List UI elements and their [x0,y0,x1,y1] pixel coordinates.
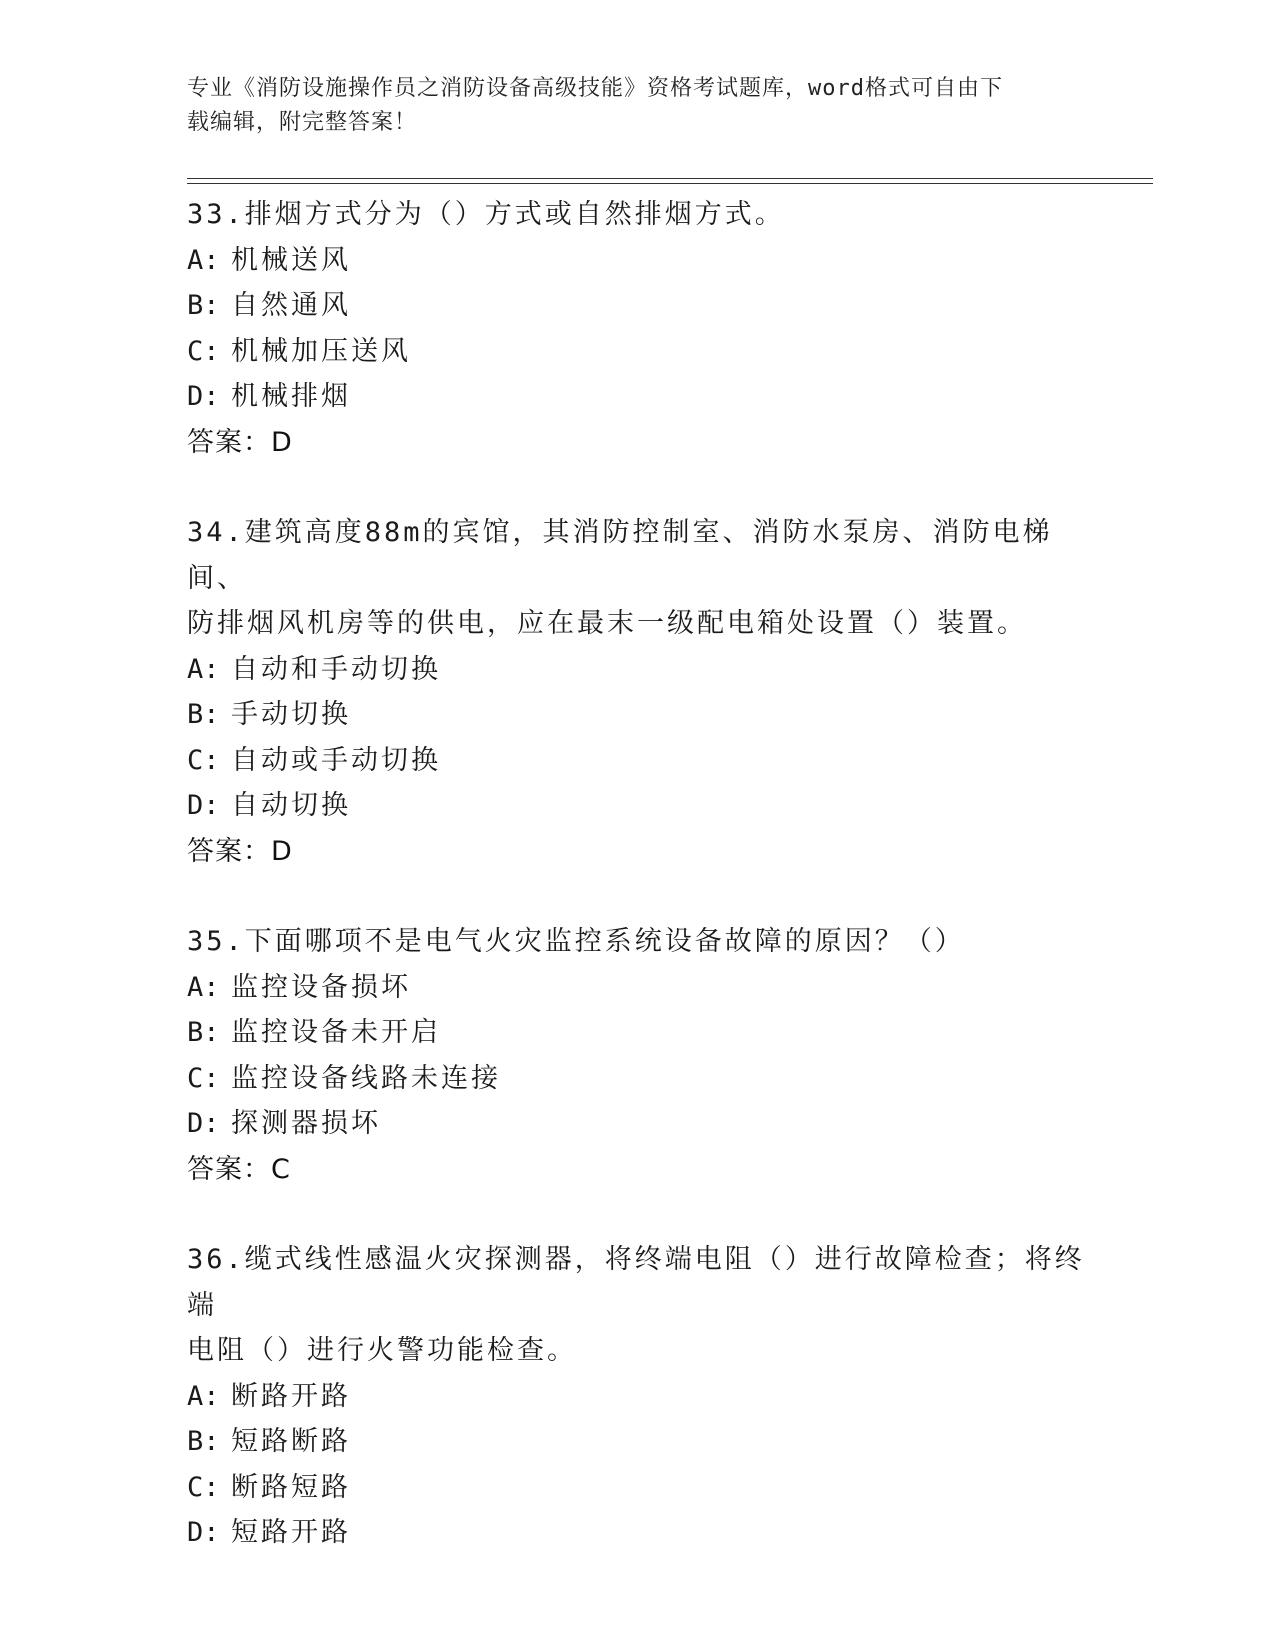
option-letter: C: [187,1471,220,1503]
option-text: 监控设备损坏 [231,971,411,1003]
question-text [187,192,1087,238]
question-34 [187,510,1087,874]
question-33 [187,192,1087,465]
document-header [187,72,1067,140]
question-35 [187,919,1087,1192]
option-b [187,1010,1087,1056]
question-number: 35. [187,926,245,957]
option-d [187,783,1087,829]
question-text-line: 下面哪项不是电气火灾监控系统设备故障的原因？（） [244,926,965,957]
option-d [187,374,1087,420]
question-text [187,1237,1087,1328]
option-text: 自然通风 [231,290,351,321]
question-spacer [187,1192,1087,1237]
option-letter: B: [187,290,220,321]
option-d [187,1510,1087,1556]
question-text-line: 缆式线性感温火灾探测器，将终端电阻（）进行故障检查；将终端 [187,1244,1085,1321]
option-a [187,965,1087,1011]
answer-label: 答案：D [187,835,293,867]
option-letter: D: [187,1517,220,1548]
question-list [187,192,1087,1556]
option-letter: A: [187,971,220,1003]
option-letter: A: [187,244,220,276]
option-a [187,238,1087,284]
option-text: 探测器损坏 [231,1108,381,1139]
question-spacer [187,874,1087,919]
question-text-line: 排烟方式分为（）方式或自然排烟方式。 [244,199,785,230]
option-letter: A: [187,1380,220,1412]
option-text: 机械排烟 [231,381,351,412]
question-text-continued: 防排烟风机房等的供电，应在最末一级配电箱处设置（）装置。 [187,608,1027,639]
option-text: 断路开路 [231,1380,351,1412]
option-b [187,692,1087,738]
option-c [187,329,1087,375]
question-text-continued: 电阻（）进行火警功能检查。 [187,1335,577,1366]
question-number: 36. [187,1244,245,1275]
option-letter: B: [187,1426,220,1457]
option-b [187,1419,1087,1465]
option-c [187,738,1087,784]
option-letter: C: [187,335,220,367]
question-text-line: 建筑高度88m的宾馆，其消防控制室、消防水泵房、消防电梯间、 [187,517,1053,594]
answer-label: 答案：C [187,1153,291,1185]
option-c [187,1056,1087,1102]
option-letter: B: [187,1017,220,1048]
option-letter: D: [187,790,220,821]
question-36 [187,1237,1087,1556]
question-text [187,510,1087,601]
option-letter: D: [187,1108,220,1139]
option-letter: A: [187,653,220,685]
header-line-1: 专业《消防设施操作员之消防设备高级技能》资格考试题库，word格式可自由下 [187,76,1003,101]
question-text [187,919,1087,965]
option-a [187,1374,1087,1420]
option-text: 监控设备未开启 [231,1017,441,1048]
header-divider-bottom [187,183,1153,184]
option-text: 短路开路 [231,1517,351,1548]
option-b [187,283,1087,329]
option-d [187,1101,1087,1147]
question-number: 33. [187,199,245,230]
option-letter: B: [187,699,220,730]
option-letter: D: [187,381,220,412]
header-divider-top [187,178,1153,179]
answer-label: 答案：D [187,426,293,458]
option-text: 自动或手动切换 [231,744,441,776]
option-text: 监控设备线路未连接 [231,1062,501,1094]
option-text: 短路断路 [231,1426,351,1457]
question-spacer [187,465,1087,510]
header-line-2: 载编辑，附完整答案！ [187,110,418,135]
option-text: 自动切换 [231,790,351,821]
option-c [187,1465,1087,1511]
option-text: 手动切换 [231,699,351,730]
option-a [187,647,1087,693]
option-text: 自动和手动切换 [231,653,441,685]
option-text: 机械送风 [231,244,351,276]
option-letter: C: [187,1062,220,1094]
option-text: 断路短路 [231,1471,351,1503]
option-letter: C: [187,744,220,776]
question-number: 34. [187,517,245,548]
option-text: 机械加压送风 [231,335,411,367]
